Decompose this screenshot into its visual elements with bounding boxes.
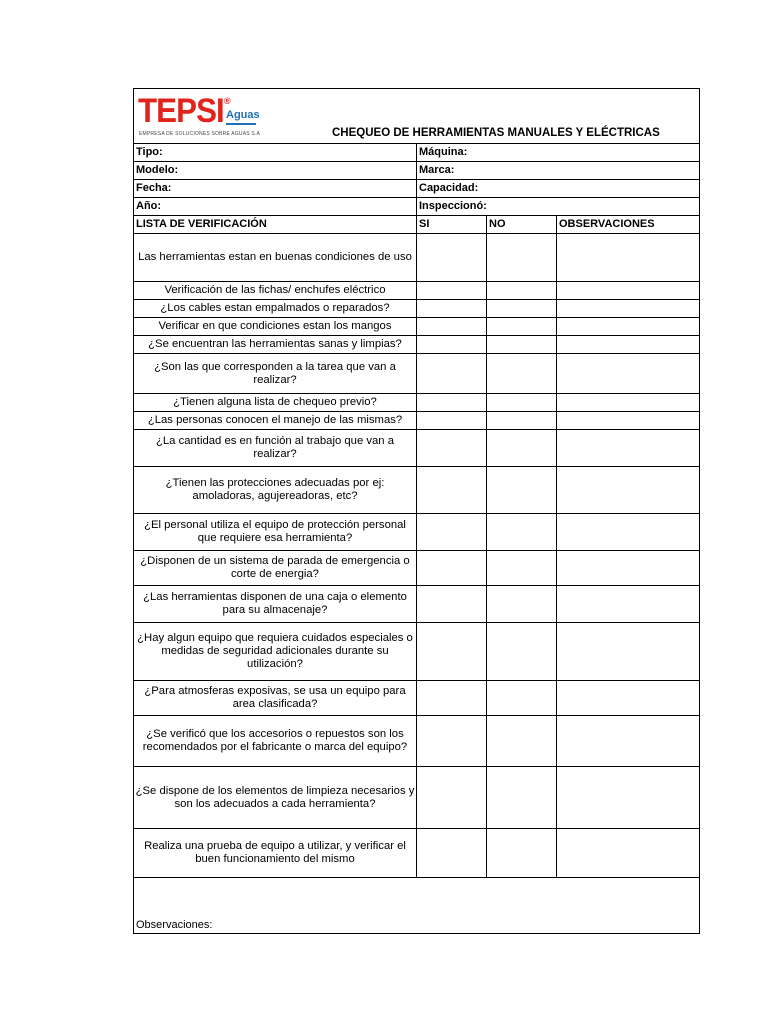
no-cell[interactable] [487, 586, 557, 623]
checklist-row [134, 430, 700, 467]
observations-cell[interactable] [557, 767, 700, 829]
checklist-question: ¿La cantidad es en función al trabajo que van a realizar? [134, 430, 417, 467]
observations-cell[interactable] [557, 318, 700, 336]
checklist-question: ¿Tienen las protecciones adecuadas por ej: amoladoras, agujereadoras, etc? [134, 467, 417, 514]
si-cell[interactable] [417, 716, 487, 767]
si-cell[interactable] [417, 354, 487, 394]
checklist-row [134, 829, 700, 878]
si-cell[interactable] [417, 430, 487, 467]
observations-cell[interactable] [557, 716, 700, 767]
header-cell [134, 89, 700, 144]
observations-cell[interactable] [557, 681, 700, 716]
checklist-row [134, 318, 700, 336]
field-row [134, 144, 700, 162]
checklist-table [133, 88, 700, 934]
observations-cell[interactable] [557, 300, 700, 318]
checklist-question: ¿Tienen alguna lista de chequeo previo? [134, 394, 417, 412]
field-anio[interactable]: Año: [134, 198, 417, 216]
checklist-row [134, 234, 700, 282]
checklist-row [134, 681, 700, 716]
checklist-question: Verificar en que condiciones estan los mangos [134, 318, 417, 336]
si-cell[interactable] [417, 394, 487, 412]
no-cell[interactable] [487, 394, 557, 412]
no-cell[interactable] [487, 681, 557, 716]
si-cell[interactable] [417, 681, 487, 716]
checklist-question: ¿Se dispone de los elementos de limpieza necesarios y son los adecuados a cada herramienta? [134, 767, 417, 829]
no-cell[interactable] [487, 551, 557, 586]
column-header-no: NO [487, 216, 557, 234]
no-cell[interactable] [487, 767, 557, 829]
si-cell[interactable] [417, 318, 487, 336]
checklist-row [134, 336, 700, 354]
si-cell[interactable] [417, 336, 487, 354]
no-cell[interactable] [487, 234, 557, 282]
checklist-question: ¿Se verificó que los accesorios o repuestos son los recomendados por el fabricante o marca del equipo? [134, 716, 417, 767]
column-header-row [134, 216, 700, 234]
observations-cell[interactable] [557, 394, 700, 412]
observations-cell[interactable] [557, 551, 700, 586]
si-cell[interactable] [417, 514, 487, 551]
observations-cell[interactable] [557, 336, 700, 354]
checklist-row [134, 767, 700, 829]
column-header-list: LISTA DE VERIFICACIÓN [134, 216, 417, 234]
checklist-row [134, 394, 700, 412]
observations-cell[interactable] [557, 282, 700, 300]
field-row [134, 198, 700, 216]
si-cell[interactable] [417, 767, 487, 829]
no-cell[interactable] [487, 430, 557, 467]
checklist-question: Verificación de las fichas/ enchufes eléctrico [134, 282, 417, 300]
checklist-row [134, 623, 700, 681]
field-inspecciono[interactable]: Inspeccionó: [417, 198, 700, 216]
no-cell[interactable] [487, 829, 557, 878]
company-logo [138, 92, 261, 137]
si-cell[interactable] [417, 300, 487, 318]
observations-cell[interactable] [557, 514, 700, 551]
column-header-observaciones: OBSERVACIONES [557, 216, 700, 234]
field-row [134, 162, 700, 180]
field-row [134, 180, 700, 198]
field-modelo[interactable]: Modelo: [134, 162, 417, 180]
si-cell[interactable] [417, 412, 487, 430]
checklist-row [134, 586, 700, 623]
checklist-question: ¿El personal utiliza el equipo de protección personal que requiere esa herramienta? [134, 514, 417, 551]
logo-registered-mark: ® [224, 96, 231, 106]
field-capacidad[interactable]: Capacidad: [417, 180, 700, 198]
observations-field[interactable]: Observaciones: [134, 878, 700, 934]
field-fecha[interactable]: Fecha: [134, 180, 417, 198]
checklist-question: ¿Para atmosferas exposivas, se usa un equipo para area clasificada? [134, 681, 417, 716]
checklist-row [134, 551, 700, 586]
checklist-row [134, 354, 700, 394]
checklist-sheet [133, 88, 699, 934]
no-cell[interactable] [487, 514, 557, 551]
checklist-question: ¿Se encuentran las herramientas sanas y limpias? [134, 336, 417, 354]
checklist-question: ¿Son las que corresponden a la tarea que van a realizar? [134, 354, 417, 394]
logo-tagline: EMPRESA DE SOLUCIONES SOBRE AGUAS S.A [139, 131, 261, 137]
no-cell[interactable] [487, 623, 557, 681]
checklist-question: ¿Las herramientas disponen de una caja o elemento para su almacenaje? [134, 586, 417, 623]
logo-wordmark: TEPSI [138, 92, 224, 130]
field-maquina[interactable]: Máquina: [417, 144, 700, 162]
field-tipo[interactable]: Tipo: [134, 144, 417, 162]
checklist-row [134, 467, 700, 514]
checklist-question: ¿Hay algun equipo que requiera cuidados especiales o medidas de seguridad adicionales durante su utilización? [134, 623, 417, 681]
si-cell[interactable] [417, 467, 487, 514]
checklist-row [134, 282, 700, 300]
si-cell[interactable] [417, 551, 487, 586]
observations-cell[interactable] [557, 234, 700, 282]
checklist-question: ¿Las personas conocen el manejo de las mismas? [134, 412, 417, 430]
no-cell[interactable] [487, 412, 557, 430]
header-row [134, 89, 700, 144]
no-cell[interactable] [487, 354, 557, 394]
si-cell[interactable] [417, 234, 487, 282]
no-cell[interactable] [487, 300, 557, 318]
logo-wave-icon [226, 123, 256, 125]
no-cell[interactable] [487, 336, 557, 354]
observations-row [134, 878, 700, 934]
observations-cell[interactable] [557, 430, 700, 467]
column-header-si: SI [417, 216, 487, 234]
si-cell[interactable] [417, 586, 487, 623]
observations-cell[interactable] [557, 467, 700, 514]
checklist-row [134, 412, 700, 430]
checklist-row [134, 300, 700, 318]
no-cell[interactable] [487, 318, 557, 336]
observations-cell[interactable] [557, 354, 700, 394]
observations-cell[interactable] [557, 586, 700, 623]
checklist-question: Realiza una prueba de equipo a utilizar, y verificar el buen funcionamiento del mismo [134, 829, 417, 878]
si-cell[interactable] [417, 282, 487, 300]
observations-cell[interactable] [557, 829, 700, 878]
checklist-question: Las herramientas estan en buenas condiciones de uso [134, 234, 417, 282]
document-title: CHEQUEO DE HERRAMIENTAS MANUALES Y ELÉCTRICAS [332, 127, 660, 139]
checklist-row [134, 514, 700, 551]
no-cell[interactable] [487, 716, 557, 767]
no-cell[interactable] [487, 282, 557, 300]
observations-cell[interactable] [557, 412, 700, 430]
checklist-question: ¿Los cables estan empalmados o reparados? [134, 300, 417, 318]
observations-cell[interactable] [557, 623, 700, 681]
no-cell[interactable] [487, 467, 557, 514]
logo-subbrand: Aguas [226, 109, 260, 121]
field-marca[interactable]: Marca: [417, 162, 700, 180]
checklist-question: ¿Disponen de un sistema de parada de emergencia o corte de energia? [134, 551, 417, 586]
checklist-row [134, 716, 700, 767]
si-cell[interactable] [417, 623, 487, 681]
si-cell[interactable] [417, 829, 487, 878]
